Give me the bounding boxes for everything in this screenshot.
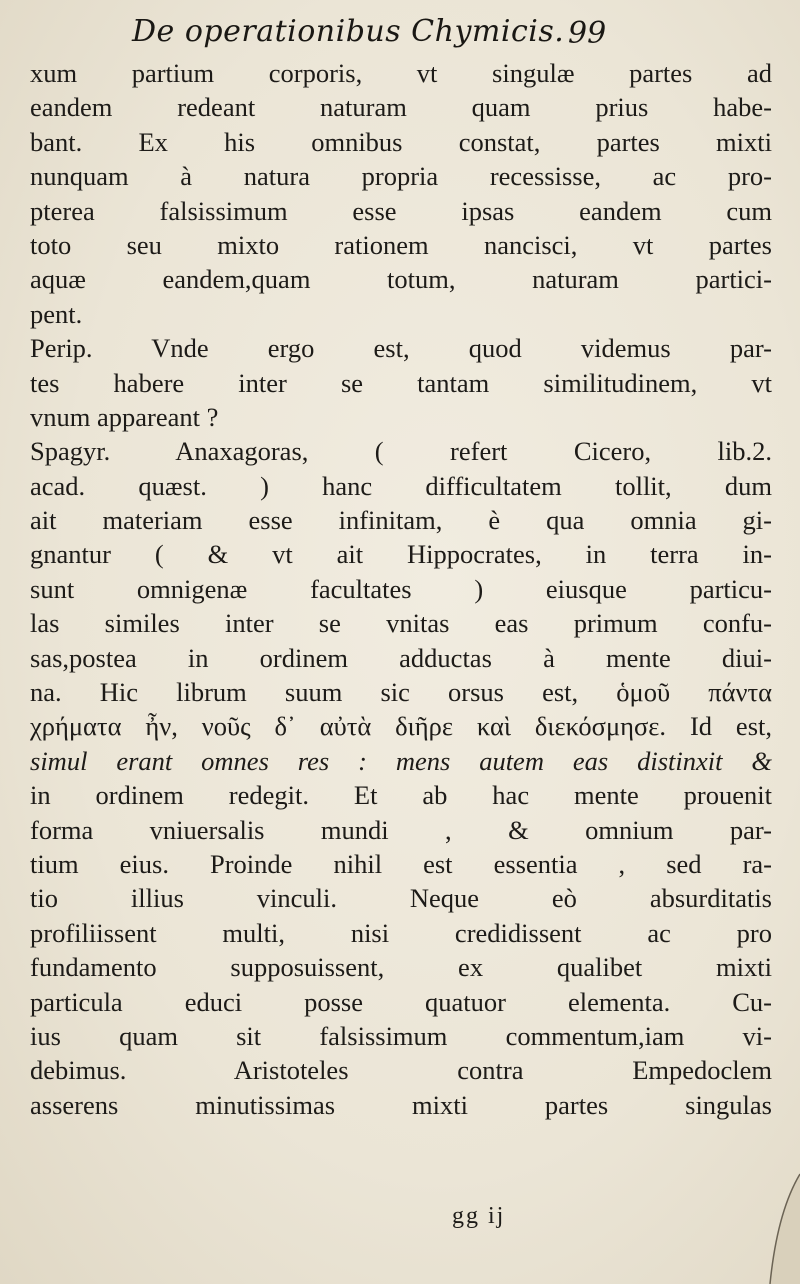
text-line: las similes inter se vnitas eas primum confu-	[30, 608, 772, 639]
text-line: forma vniuersalis mundi , & omnium par-	[30, 814, 772, 845]
text-line: acad. quæst. ) hanc difficultatem tollit, dum	[30, 470, 772, 501]
text-line: nunquam à natura propria recessisse, ac pro-	[30, 161, 772, 192]
text-line: χρήματα ἦν, νοῦς δ᾽ αὐτὰ διῆρε καὶ διεκόσμησε. Id est,	[30, 711, 772, 742]
page-number: 99	[568, 16, 607, 51]
text-line: vnum appareant ?	[30, 401, 219, 432]
text-line: xum partium corporis, vt singulæ partes ad	[30, 58, 772, 88]
text-line: debimus. Aristoteles contra Empedoclem	[30, 1055, 772, 1086]
page-header	[40, 14, 780, 60]
text-line: bant. Ex his omnibus constat, partes mixti	[30, 126, 772, 157]
text-line: pterea falsissimum esse ipsas eandem cum	[30, 195, 772, 226]
text-line: aquæ eandem,quam totum, naturam partici-	[30, 264, 772, 295]
text-line: eandem redeant naturam quam prius habe-	[30, 92, 772, 123]
text-line: ius quam sit falsissimum commentum,iam vi-	[30, 1020, 772, 1051]
text-line: profiliissent multi, nisi credidissent ac pro	[30, 917, 772, 948]
text-line: pent.	[30, 298, 83, 329]
catchword-row	[30, 1203, 772, 1237]
text-line: toto seu mixto rationem nancisci, vt partes	[30, 229, 772, 260]
text-line: tio illius vinculi. Neque eò absurditatis	[30, 883, 772, 914]
text-line: gnantur ( & vt ait Hippocrates, in terra in-	[30, 539, 772, 570]
text-line: Perip. Vnde ergo est, quod videmus par-	[30, 333, 772, 364]
text-line: particula educi posse quatuor elementa. Cu-	[30, 986, 772, 1017]
text-line: simul erant omnes res : mens autem eas distinxit &	[30, 745, 772, 776]
text-line: tium eius. Proinde nihil est essentia , sed ra-	[30, 848, 772, 879]
text-line: na. Hic librum suum sic orsus est, ὁμοῦ πάντα	[30, 677, 772, 708]
text-line: asserens minutissimas mixti partes singulas	[30, 1089, 772, 1120]
page-corner-curl-icon	[730, 1164, 800, 1284]
text-line: sunt omnigenæ facultates ) eiusque particu-	[30, 573, 772, 604]
body-text	[30, 56, 772, 1122]
text-line: ait materiam esse infinitam, è qua omnia gi-	[30, 505, 772, 536]
text-line: in ordinem redegit. Et ab hac mente prouenit	[30, 780, 772, 811]
running-title: De operationibus Chymicis.	[132, 14, 565, 49]
text-line: tes habere inter se tantam similitudinem, vt	[30, 367, 772, 398]
text-line: Spagyr. Anaxagoras, ( refert Cicero, lib.2.	[30, 436, 772, 467]
signature-mark: gg ij	[452, 1203, 506, 1229]
text-line: sas,postea in ordinem adductas à mente diui-	[30, 642, 772, 673]
text-line: fundamento supposuissent, ex qualibet mixti	[30, 952, 772, 983]
